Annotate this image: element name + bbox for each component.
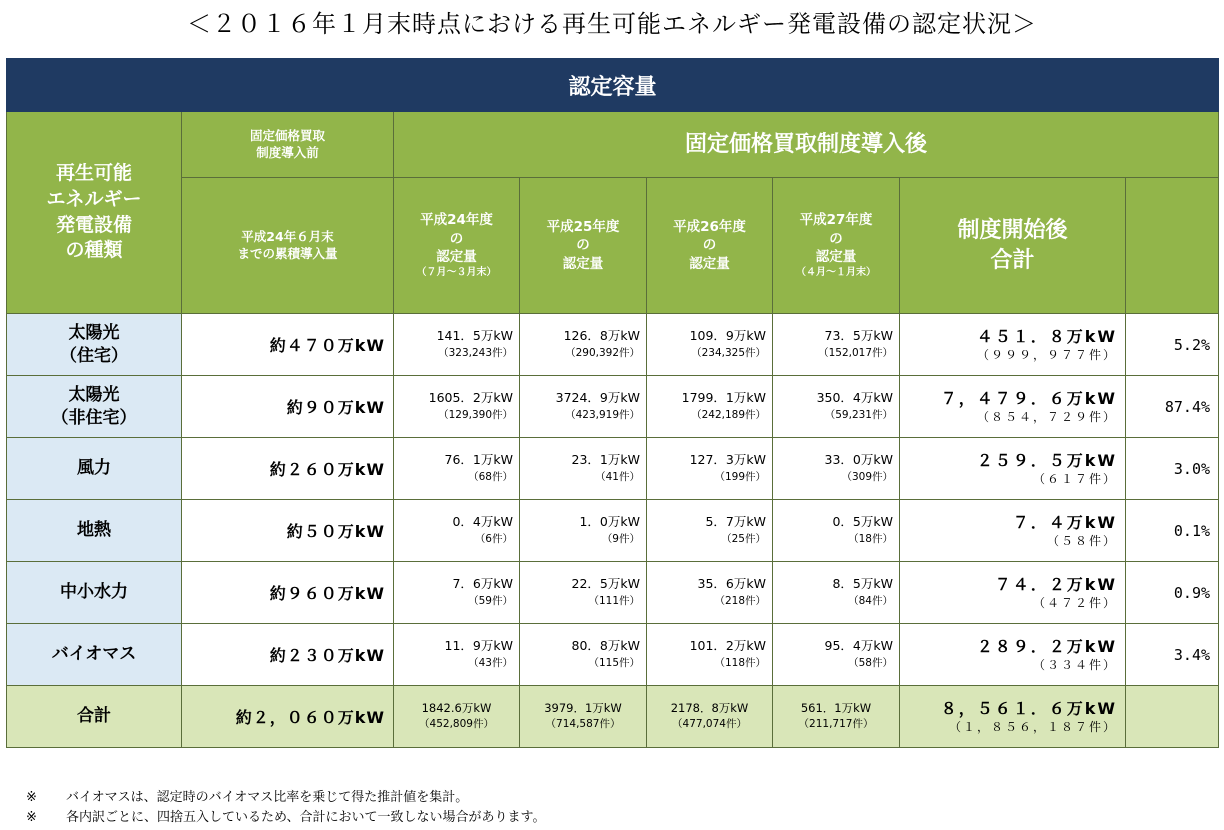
percent-value: 87.4%	[1126, 376, 1219, 438]
fy26-value: 5．7万kW （25件）	[647, 500, 773, 562]
type-column-header: 再生可能 エネルギー 発電設備 の種類	[7, 112, 182, 314]
percent-value: 3.0%	[1126, 438, 1219, 500]
sum-label: 合計	[7, 686, 182, 748]
sum-percent-value	[1126, 686, 1219, 748]
fy25-value: 22．5万kW （111件）	[520, 562, 647, 624]
capacity-header: 認定容量	[7, 59, 1219, 112]
sum-row	[7, 686, 1219, 748]
fy26-header: 平成26年度 の 認定量	[647, 178, 773, 314]
after-group-header: 固定価格買取制度導入後	[394, 112, 1219, 178]
row-label: 地熱	[7, 500, 182, 562]
percent-value: 5.2%	[1126, 314, 1219, 376]
fy24-value: 1605．2万kW （129,390件）	[394, 376, 520, 438]
sum-pre-value: 約２，０６０万kW	[182, 686, 394, 748]
fy27-value: 95．4万kW （58件）	[773, 624, 900, 686]
row-label: 中小水力	[7, 562, 182, 624]
fy24-header: 平成24年度 の 認定量 （７月～３月末）	[394, 178, 520, 314]
fy25-value: 80．8万kW （115件）	[520, 624, 647, 686]
row-label: バイオマス	[7, 624, 182, 686]
row-label: 太陽光 （住宅）	[7, 314, 182, 376]
table-row	[7, 500, 1219, 562]
fy27-value: 8．5万kW （84件）	[773, 562, 900, 624]
before-group-header: 固定価格買取 制度導入前	[182, 112, 394, 178]
total-value: ２５９．５万kW （６１７件）	[900, 438, 1126, 500]
fy25-header: 平成25年度 の 認定量	[520, 178, 647, 314]
table-row	[7, 562, 1219, 624]
fy25-value: 1．0万kW （9件）	[520, 500, 647, 562]
sum-fy24-value: 1842.6万kW （452,809件）	[394, 686, 520, 748]
percent-value: 0.9%	[1126, 562, 1219, 624]
footnote: ※ バイオマスは、認定時のバイオマス比率を乗じて得た推計値を集計。	[26, 790, 469, 805]
row-label: 太陽光 （非住宅）	[7, 376, 182, 438]
fy24-value: 11．9万kW （43件）	[394, 624, 520, 686]
fy26-value: 35．6万kW （218件）	[647, 562, 773, 624]
certification-table	[6, 58, 1219, 748]
pre-value: 約５０万kW	[182, 500, 394, 562]
sum-fy27-value: 561．1万kW （211,717件）	[773, 686, 900, 748]
percent-value: 0.1%	[1126, 500, 1219, 562]
total-value: ７．４万kW （５８件）	[900, 500, 1126, 562]
fy26-value: 101．2万kW （118件）	[647, 624, 773, 686]
fy27-value: 33．0万kW （309件）	[773, 438, 900, 500]
fy24-value: 7．6万kW （59件）	[394, 562, 520, 624]
percent-column-header	[1126, 178, 1219, 314]
table-row	[7, 376, 1219, 438]
fy24-value: 76．1万kW （68件）	[394, 438, 520, 500]
pre-value: 約４７０万kW	[182, 314, 394, 376]
fy27-value: 73．5万kW （152,017件）	[773, 314, 900, 376]
fy26-value: 127．3万kW （199件）	[647, 438, 773, 500]
table-row	[7, 438, 1219, 500]
fy27-value: 0．5万kW （18件）	[773, 500, 900, 562]
page-title: ＜２０１６年１月末時点における再生可能エネルギー発電設備の認定状況＞	[187, 10, 1037, 38]
footnotes	[26, 788, 545, 828]
fy26-value: 1799．1万kW （242,189件）	[647, 376, 773, 438]
total-column-header: 制度開始後 合計	[900, 178, 1126, 314]
fy26-value: 109．9万kW （234,325件）	[647, 314, 773, 376]
table-row	[7, 624, 1219, 686]
fy25-value: 3724．9万kW （423,919件）	[520, 376, 647, 438]
before-column-header: 平成24年６月末 までの累積導入量	[182, 178, 394, 314]
table-row	[7, 314, 1219, 376]
sum-fy25-value: 3979．1万kW （714,587件）	[520, 686, 647, 748]
total-value: ４５１．８万kW （９９９，９７７件）	[900, 314, 1126, 376]
percent-value: 3.4%	[1126, 624, 1219, 686]
sum-fy26-value: 2178．8万kW （477,074件）	[647, 686, 773, 748]
row-label: 風力	[7, 438, 182, 500]
total-value: ７４．２万kW （４７２件）	[900, 562, 1126, 624]
total-value: ７，４７９．６万kW （８５４，７２９件）	[900, 376, 1126, 438]
footnote: ※ 各内訳ごとに、四捨五入しているため、合計において一致しない場合があります。	[26, 810, 546, 825]
pre-value: 約２６０万kW	[182, 438, 394, 500]
pre-value: 約９０万kW	[182, 376, 394, 438]
fy25-value: 126．8万kW （290,392件）	[520, 314, 647, 376]
fy25-value: 23．1万kW （41件）	[520, 438, 647, 500]
fy24-value: 0．4万kW （6件）	[394, 500, 520, 562]
fy27-value: 350．4万kW （59,231件）	[773, 376, 900, 438]
pre-value: 約９６０万kW	[182, 562, 394, 624]
total-value: ２８９．２万kW （３３４件）	[900, 624, 1126, 686]
fy24-value: 141．5万kW （323,243件）	[394, 314, 520, 376]
sum-total-value: ８，５６１．６万kW （１，８５６，１８７件）	[900, 686, 1126, 748]
fy27-header: 平成27年度 の 認定量 （４月～１月末）	[773, 178, 900, 314]
pre-value: 約２３０万kW	[182, 624, 394, 686]
